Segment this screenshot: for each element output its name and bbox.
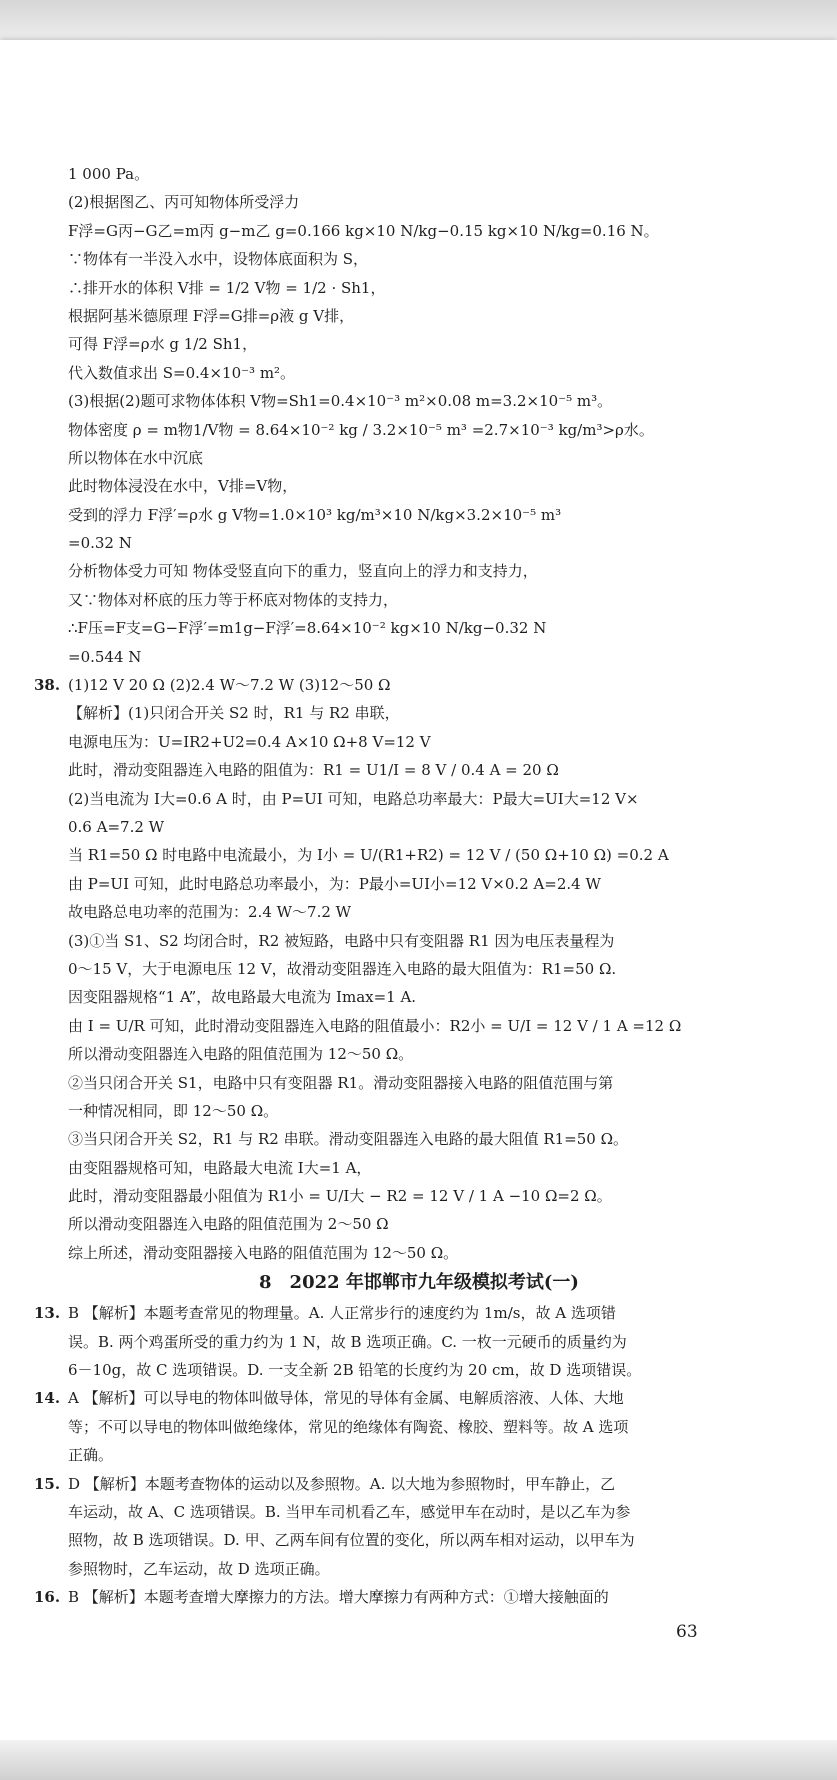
text-line: 1 000 Pa。 xyxy=(68,165,150,183)
text-line: 0.6 A=7.2 W xyxy=(68,817,165,836)
question-text: D 【解析】本题考查物体的运动以及参照物。A. 以大地为参照物时，甲车静止，乙 xyxy=(68,1474,616,1493)
text-line: ∵物体有一半没入水中，设物体底面积为 S， xyxy=(68,250,369,269)
question-16 xyxy=(34,1583,804,1611)
question-number: 14. xyxy=(34,1389,61,1408)
question-text: B 【解析】本题考查增大摩擦力的方法。增大摩擦力有两种方式：①增大接触面的 xyxy=(68,1588,609,1607)
section-title: 8 2022 年邯郸市九年级模拟考试(一) xyxy=(259,1272,579,1294)
text-line: 此时，滑动变阻器连入电路的阻值为：R1 = U1/I = 8 V / 0.4 A = 20 Ω xyxy=(68,761,559,780)
question-15 xyxy=(34,1470,804,1498)
text-line: =0.544 N xyxy=(68,647,142,666)
text-line: 受到的浮力 F浮′=ρ水 g V物=1.0×10³ kg/m³×10 N/kg×3.2×10⁻⁵ m³ xyxy=(68,505,562,524)
text-line: 故电路总电功率的范围为：2.4 W～7.2 W xyxy=(68,903,352,922)
text-line: 此时，滑动变阻器最小阻值为 R1小 = U/I大 − R2 = 12 V / 1 A −10 Ω=2 Ω。 xyxy=(68,1187,612,1206)
text-line: F浮=G丙−G乙=m丙 g−m乙 g=0.166 kg×10 N/kg−0.15 kg×10 N/kg=0.16 N。 xyxy=(68,221,659,240)
text-line: 等；不可以导电的物体叫做绝缘体，常见的绝缘体有陶瓷、橡胶、塑料等。故 A 选项 xyxy=(68,1417,629,1436)
question-number: 38. xyxy=(34,676,61,695)
text-line: (2)当电流为 I大=0.6 A 时，由 P=UI 可知，电路总功率最大：P最大=UI大=12 V× xyxy=(68,789,639,808)
text-line: 根据阿基米德原理 F浮=G排=ρ液 g V排， xyxy=(68,306,355,325)
text-line: 所以物体在水中沉底 xyxy=(68,448,204,467)
top-bar xyxy=(0,0,837,44)
text-line: 由变阻器规格可知，电路最大电流 I大=1 A， xyxy=(68,1158,372,1177)
text-line: 【解析】(1)只闭合开关 S2 时，R1 与 R2 串联， xyxy=(68,704,400,723)
text-line: 可得 F浮=ρ水 g 1/2 Sh1， xyxy=(68,335,258,354)
question-38-answer xyxy=(34,671,804,699)
text-line: 所以滑动变阻器连入电路的阻值范围为 12～50 Ω。 xyxy=(68,1045,414,1064)
text-line: 参照物时，乙车运动，故 D 选项正确。 xyxy=(68,1559,330,1578)
text-line: 一种情况相同，即 12～50 Ω。 xyxy=(68,1101,279,1120)
text-line: =0.32 N xyxy=(68,534,132,553)
text-line: 照物，故 B 选项错误。D. 甲、乙两车间有位置的变化，所以两车相对运动，以甲车为 xyxy=(68,1531,635,1550)
text-line: 因变阻器规格“1 A”，故电路最大电流为 Imax=1 A. xyxy=(68,988,417,1007)
text-line: 0～15 V，大于电源电压 12 V，故滑动变阻器连入电路的最大阻值为：R1=50 Ω. xyxy=(68,959,617,978)
text-line: 电源电压为：U=IR2+U2=0.4 A×10 Ω+8 V=12 V xyxy=(68,732,431,751)
text-line: 此时物体浸没在水中，V排=V物， xyxy=(68,477,298,496)
question-13 xyxy=(34,1299,804,1327)
bottom-bar xyxy=(0,1740,837,1780)
text-line: ∴排开水的体积 V排 = 1/2 V物 = 1/2 · Sh1， xyxy=(68,278,386,297)
answer-text: (1)12 V 20 Ω (2)2.4 W～7.2 W (3)12～50 Ω xyxy=(68,676,391,695)
text-line: ②当只闭合开关 S1，电路中只有变阻器 R1。滑动变阻器接入电路的阻值范围与第 xyxy=(68,1073,614,1092)
text-line: 6－10g，故 C 选项错误。D. 一支全新 2B 铅笔的长度约为 20 cm，故 D 选项错误。 xyxy=(68,1361,642,1380)
text-line: (2)根据图乙、丙可知物体所受浮力 xyxy=(68,193,300,212)
page-content xyxy=(34,160,804,1612)
text-line: 所以滑动变阻器连入电路的阻值范围为 2～50 Ω xyxy=(68,1215,389,1234)
question-14 xyxy=(34,1384,804,1412)
question-number: 16. xyxy=(34,1588,61,1607)
page-number: 63 xyxy=(676,1622,698,1642)
question-number: 13. xyxy=(34,1304,61,1323)
text-line: (3)根据(2)题可求物体体积 V物=Sh1=0.4×10⁻³ m²×0.08 m=3.2×10⁻⁵ m³。 xyxy=(68,392,613,411)
text-line: 物体密度 ρ = m物1/V物 = 8.64×10⁻² kg / 3.2×10⁻⁵ m³ =2.7×10⁻³ kg/m³>ρ水。 xyxy=(68,420,654,439)
text-line: 由 I = U/R 可知，此时滑动变阻器连入电路的阻值最小：R2小 = U/I = 12 V / 1 A =12 Ω xyxy=(68,1016,682,1035)
text-line: ③当只闭合开关 S2，R1 与 R2 串联。滑动变阻器连入电路的最大阻值 R1=50 Ω。 xyxy=(68,1130,629,1149)
text-line: 误。B. 两个鸡蛋所受的重力约为 1 N，故 B 选项正确。C. 一枚一元硬币的质量约为 xyxy=(68,1332,627,1351)
question-number: 15. xyxy=(34,1474,61,1493)
text-line: 车运动，故 A、C 选项错误。B. 当甲车司机看乙车，感觉甲车在动时，是以乙车为参 xyxy=(68,1502,631,1521)
text-line: 代入数值求出 S=0.4×10⁻³ m²。 xyxy=(68,363,296,382)
text-line: 又∵物体对杯底的压力等于杯底对物体的支持力， xyxy=(68,590,399,609)
text-line: 由 P=UI 可知，此时电路总功率最小，为：P最小=UI小=12 V×0.2 A=2.4 W xyxy=(68,874,601,893)
text-line: 正确。 xyxy=(68,1446,114,1465)
text-line: 当 R1=50 Ω 时电路中电流最小，为 I小 = U/(R1+R2) = 12 V / (50 Ω+10 Ω) =0.2 A xyxy=(68,846,669,865)
text-line: 综上所述，滑动变阻器接入电路的阻值范围为 12～50 Ω。 xyxy=(68,1243,459,1262)
question-text: A 【解析】可以导电的物体叫做导体，常见的导体有金属、电解质溶液、人体、大地 xyxy=(68,1389,624,1408)
text-line: (3)①当 S1、S2 均闭合时，R2 被短路，电路中只有变阻器 R1 因为电压表量程为 xyxy=(68,931,615,950)
text-line: 分析物体受力可知 物体受竖直向下的重力，竖直向上的浮力和支持力， xyxy=(68,562,538,581)
question-text: B 【解析】本题考查常见的物理量。A. 人正常步行的速度约为 1m/s，故 A 选项错 xyxy=(68,1304,616,1323)
text-line: ∴F压=F支=G−F浮′=m1g−F浮′=8.64×10⁻² kg×10 N/kg−0.32 N xyxy=(68,619,547,638)
